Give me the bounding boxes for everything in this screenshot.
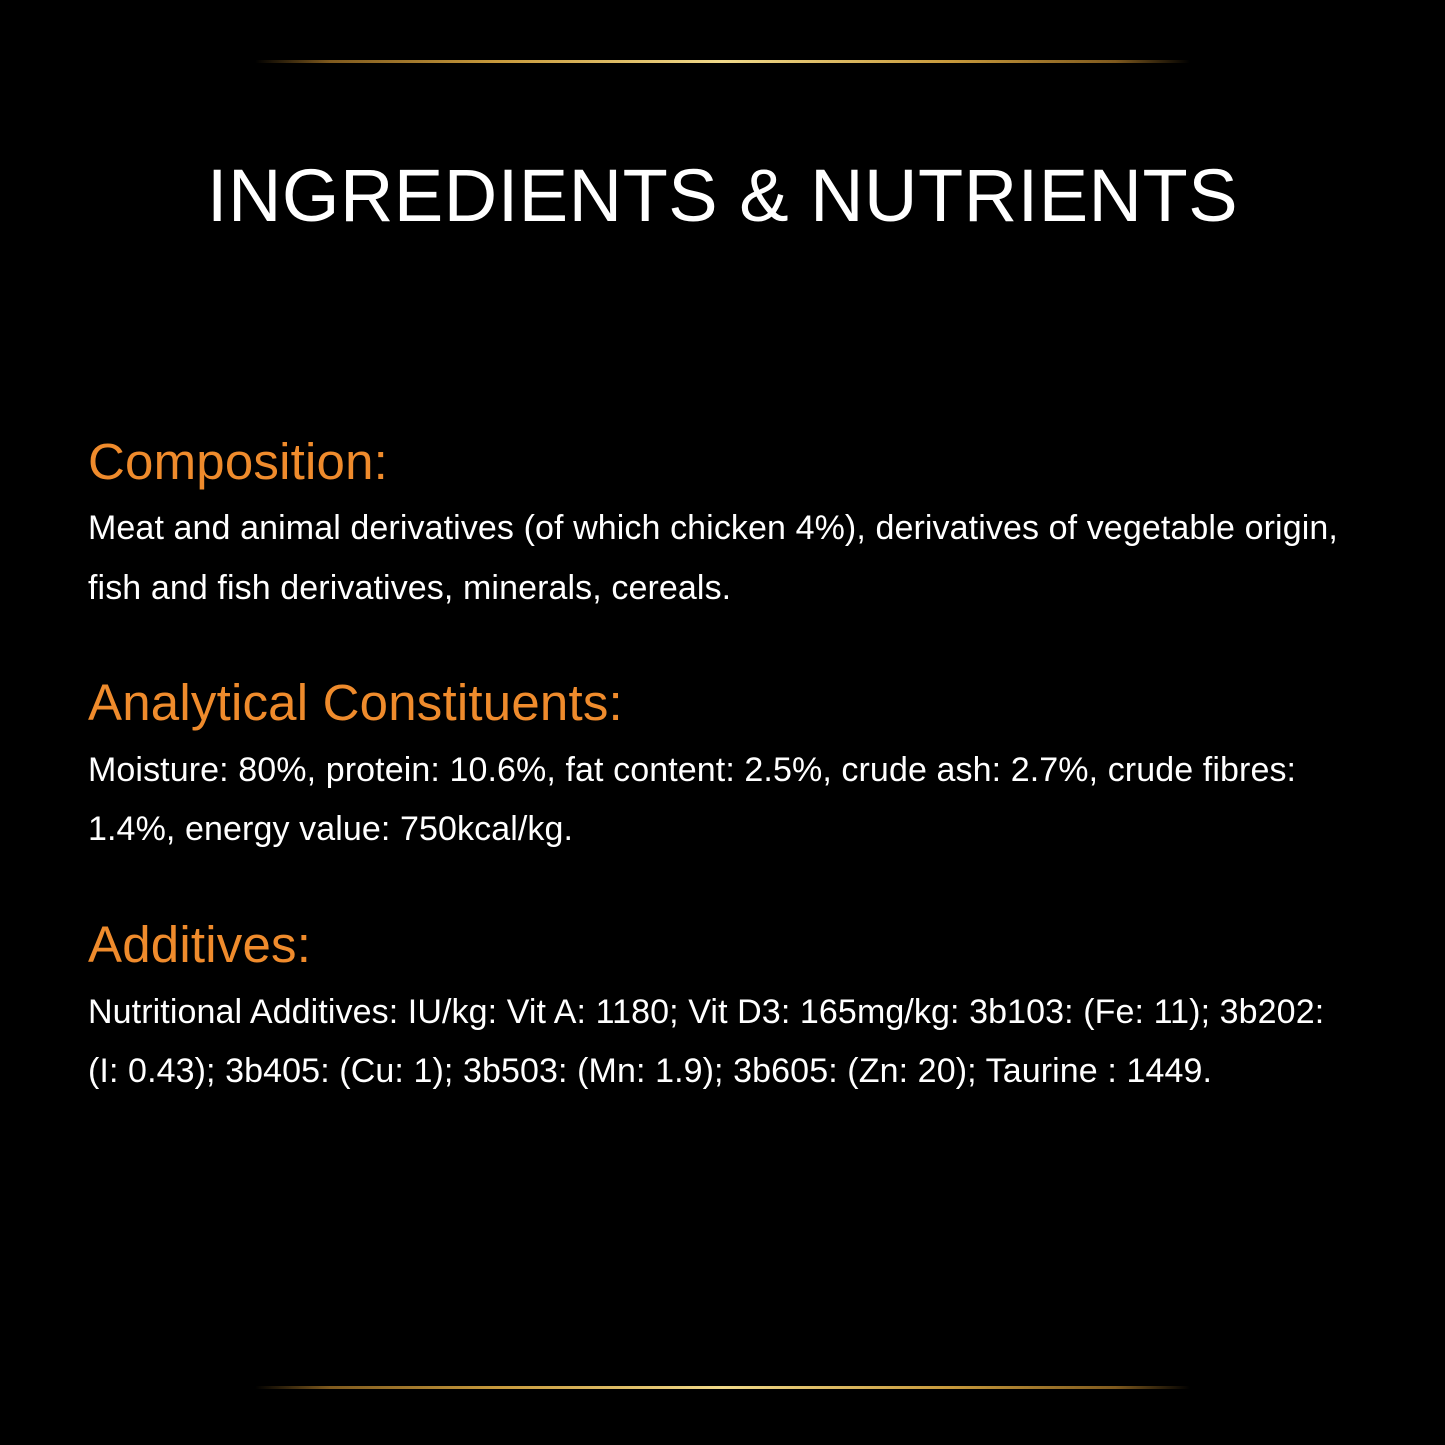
page-title: INGREDIENTS & NUTRIENTS — [206, 154, 1239, 237]
top-divider-rule — [255, 60, 1190, 63]
section-composition — [88, 433, 1357, 619]
bottom-divider-rule — [255, 1386, 1190, 1389]
content-area — [0, 433, 1445, 1244]
additives-heading: Additives: — [88, 915, 312, 973]
section-analytical-constituents — [88, 674, 1357, 860]
analytical-constituents-body: Moisture: 80%, protein: 10.6%, fat content: 2.5%, crude ash: 2.7%, crude fibres: 1.4%, energy value: 750kcal/kg. — [88, 750, 1297, 849]
analytical-constituents-heading: Analytical Constituents: — [88, 674, 623, 732]
bottom-spacer — [0, 1244, 1445, 1386]
composition-heading: Composition: — [88, 432, 389, 490]
additives-body: Nutritional Additives: IU/kg: Vit A: 1180; Vit D3: 165mg/kg: 3b103: (Fe: 11); 3b202: (I: 0.43); 3b405: (Cu: 1); 3b503: (Mn: 1.9); 3b605: (Zn: 20); Taurine : 1449. — [88, 992, 1325, 1090]
composition-body: Meat and animal derivatives (of which chicken 4%), derivatives of vegetable origin, fish and fish derivatives, minerals, cereals. — [88, 509, 1338, 607]
section-additives — [88, 916, 1357, 1102]
